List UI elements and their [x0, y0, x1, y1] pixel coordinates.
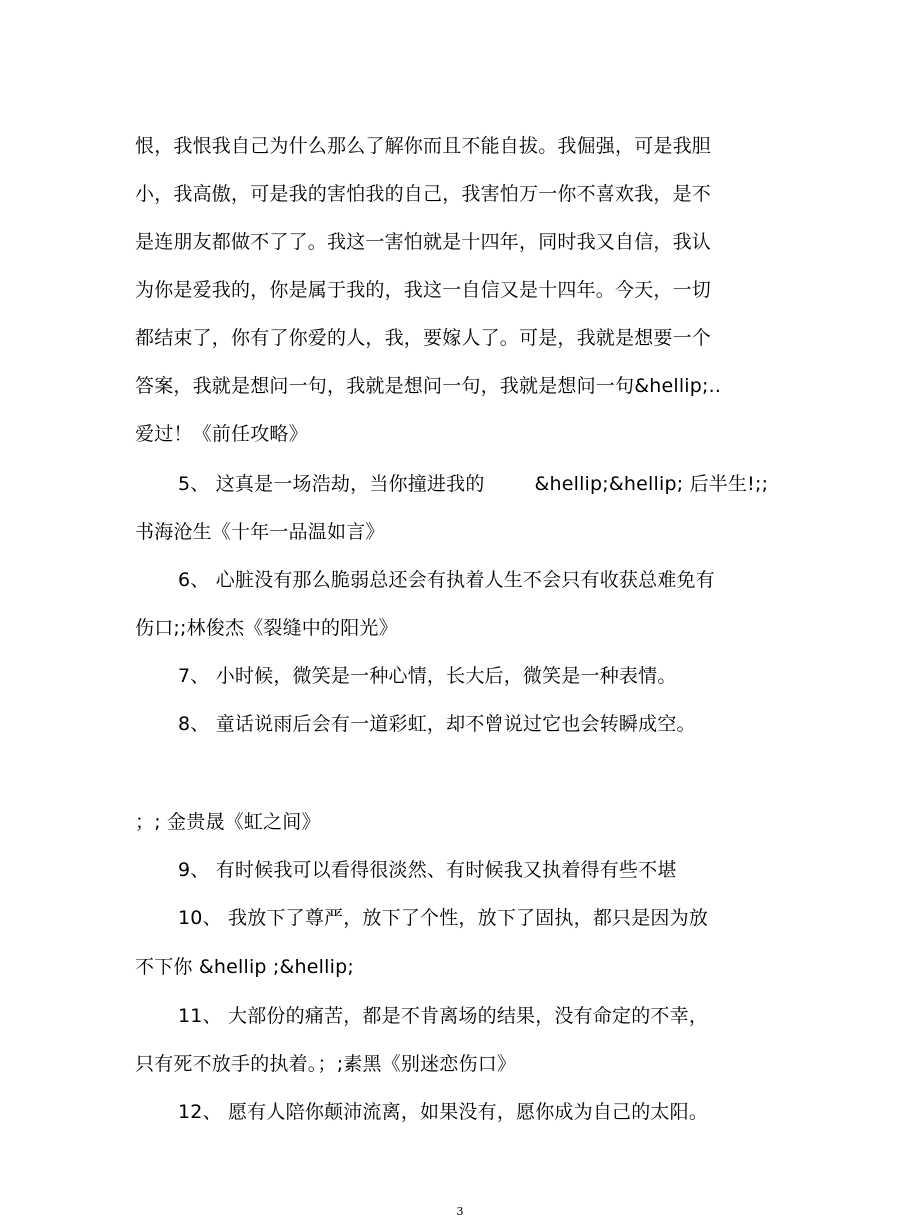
list-item-5: 5、 这真是一场浩劫，当你撞进我的 &hellip;&hellip; 后半生!;;: [178, 473, 769, 495]
text-line: 不下你 &hellip ;&hellip;: [135, 956, 354, 978]
list-item-8: 8、 童话说雨后会有一道彩虹，却不曾说过它也会转瞬成空。: [178, 713, 696, 735]
page-number: 3: [456, 1205, 464, 1218]
text-line: 伤口;;林俊杰《裂缝中的阳光》: [135, 617, 398, 639]
text-line: 爱过！《前任攻略》: [135, 423, 308, 445]
list-item-12: 12、 愿有人陪你颠沛流离，如果没有，愿你成为自己的太阳。: [178, 1101, 709, 1123]
list-item-9: 9、 有时候我可以看得很淡然、有时候我又执着得有些不堪: [178, 859, 677, 881]
text-line: ；; 金贵晟《虹之间》: [135, 811, 321, 833]
text-line: 为你是爱我的，你是属于我的，我这一自信又是十四年。今天，一切: [135, 279, 712, 301]
list-item-6: 6、 心脏没有那么脆弱总还会有执着人生不会只有收获总难免有: [178, 569, 715, 591]
list-item-10: 10、 我放下了尊严，放下了个性，放下了固执，都只是因为放: [178, 907, 709, 929]
text-line: 都结束了，你有了你爱的人，我，要嫁人了。可是，我就是想要一个: [135, 327, 712, 349]
list-item-7: 7、 小时候，微笑是一种心情，长大后，微笑是一种表情。: [178, 665, 677, 687]
text-line: 答案，我就是想问一句，我就是想问一句，我就是想问一句&hellip;..: [135, 375, 722, 397]
text-line: 小，我高傲，可是我的害怕我的自己，我害怕万一你不喜欢我，是不: [135, 183, 712, 205]
list-item-11: 11、 大部份的痛苦，都是不肯离场的结果，没有命定的不幸，: [178, 1005, 709, 1027]
text-line: 只有死不放手的执着。；;素黑《别迷恋伤口》: [135, 1053, 517, 1075]
text-line: 是连朋友都做不了了。我这一害怕就是十四年，同时我又自信，我认: [135, 231, 712, 253]
text-line: 恨，我恨我自己为什么那么了解你而且不能自拔。我倔强，可是我胆: [135, 135, 712, 157]
text-line: 书海沧生《十年一品温如言》: [135, 521, 385, 543]
